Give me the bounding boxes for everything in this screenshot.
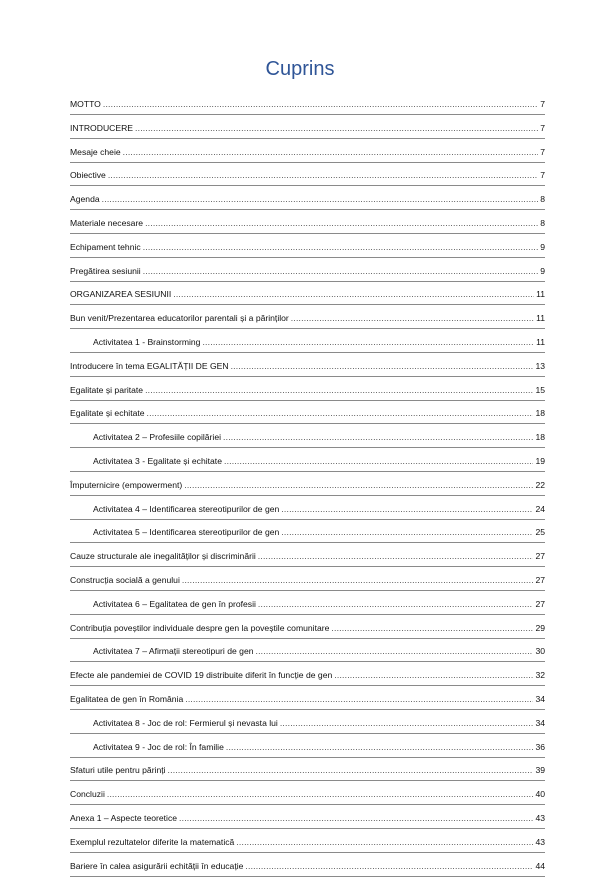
toc-entry[interactable] bbox=[70, 240, 545, 264]
toc-entry-page-number: 25 bbox=[535, 527, 545, 538]
toc-entry-underline bbox=[70, 304, 545, 305]
toc-entry-page-number: 18 bbox=[535, 408, 545, 419]
toc-entry-line bbox=[70, 551, 545, 562]
toc-entry[interactable] bbox=[70, 668, 545, 692]
table-of-contents bbox=[70, 97, 545, 882]
toc-entry-label: INTRODUCERE bbox=[70, 123, 133, 134]
toc-entry-page-number: 24 bbox=[535, 504, 545, 515]
toc-entry-label: Contribuția poveștilor individuale despre gen la poveștile comunitare bbox=[70, 623, 329, 634]
toc-entry[interactable] bbox=[70, 192, 545, 216]
toc-entry-underline bbox=[70, 376, 545, 377]
toc-entry-line bbox=[70, 694, 545, 705]
toc-leader-dots bbox=[108, 170, 538, 181]
toc-leader-dots bbox=[184, 480, 533, 491]
toc-entry-label: Efecte ale pandemiei de COVID 19 distribuite diferit în funcție de gen bbox=[70, 670, 332, 681]
toc-leader-dots bbox=[236, 837, 533, 848]
toc-leader-dots bbox=[280, 718, 534, 729]
toc-entry-line bbox=[70, 670, 545, 681]
toc-entry-line bbox=[70, 765, 545, 776]
toc-entry-label: Bariere în calea asigurării echității în educație bbox=[70, 861, 243, 872]
toc-entry-page-number: 40 bbox=[535, 789, 545, 800]
toc-entry[interactable] bbox=[70, 97, 545, 121]
toc-entry-line bbox=[70, 361, 545, 372]
toc-entry-line bbox=[93, 504, 545, 515]
toc-entry-page-number: 7 bbox=[540, 147, 545, 158]
toc-entry-label: Pregătirea sesiunii bbox=[70, 266, 141, 277]
toc-entry-label: Împuternicire (empowerment) bbox=[70, 480, 182, 491]
toc-leader-dots bbox=[102, 194, 539, 205]
toc-entry-page-number: 7 bbox=[540, 99, 545, 110]
toc-leader-dots bbox=[245, 861, 533, 872]
toc-entry-line bbox=[70, 385, 545, 396]
toc-leader-dots bbox=[334, 670, 533, 681]
toc-entry-line bbox=[70, 218, 545, 229]
toc-leader-dots bbox=[226, 742, 534, 753]
toc-leader-dots bbox=[135, 123, 538, 134]
toc-entry-underline bbox=[70, 709, 545, 710]
toc-entry-underline bbox=[70, 804, 545, 805]
toc-entry-page-number: 27 bbox=[535, 599, 545, 610]
toc-entry-page-number: 18 bbox=[535, 432, 545, 443]
toc-entry-line bbox=[93, 742, 545, 753]
toc-entry-page-number: 9 bbox=[540, 266, 545, 277]
toc-entry[interactable] bbox=[70, 502, 545, 526]
toc-entry[interactable] bbox=[70, 811, 545, 835]
toc-entry-line bbox=[70, 99, 545, 110]
toc-entry-page-number: 19 bbox=[535, 456, 545, 467]
toc-entry-underline bbox=[70, 828, 545, 829]
toc-entry-page-number: 11 bbox=[536, 289, 545, 300]
toc-entry-line bbox=[93, 646, 545, 657]
toc-leader-dots bbox=[143, 242, 539, 253]
toc-entry-line bbox=[93, 718, 545, 729]
toc-entry[interactable] bbox=[70, 145, 545, 169]
toc-leader-dots bbox=[258, 551, 534, 562]
toc-entry-line bbox=[70, 289, 545, 300]
toc-leader-dots bbox=[258, 599, 534, 610]
toc-entry-line bbox=[93, 337, 545, 348]
toc-entry-line bbox=[93, 456, 545, 467]
toc-entry-underline bbox=[70, 590, 545, 591]
toc-entry[interactable] bbox=[70, 835, 545, 859]
toc-entry-underline bbox=[70, 733, 545, 734]
toc-entry-label: Activitatea 4 – Identificarea stereotipurilor de gen bbox=[93, 504, 279, 515]
toc-entry[interactable] bbox=[70, 478, 545, 502]
toc-leader-dots bbox=[185, 694, 533, 705]
toc-leader-dots bbox=[168, 765, 534, 776]
toc-leader-dots bbox=[256, 646, 534, 657]
toc-entry-page-number: 8 bbox=[540, 194, 545, 205]
toc-leader-dots bbox=[147, 408, 534, 419]
toc-entry-underline bbox=[70, 757, 545, 758]
toc-entry-line bbox=[70, 575, 545, 586]
toc-entry-page-number: 7 bbox=[540, 123, 545, 134]
toc-entry-line bbox=[70, 837, 545, 848]
toc-leader-dots bbox=[291, 313, 534, 324]
toc-leader-dots bbox=[281, 527, 533, 538]
toc-entry-label: Bun venit/Prezentarea educatorilor parentali și a părinților bbox=[70, 313, 289, 324]
toc-entry[interactable] bbox=[70, 525, 545, 549]
toc-entry-underline bbox=[70, 162, 545, 163]
toc-leader-dots bbox=[179, 813, 533, 824]
toc-entry-page-number: 36 bbox=[535, 742, 545, 753]
toc-entry[interactable] bbox=[70, 740, 545, 764]
toc-entry-page-number: 43 bbox=[535, 813, 545, 824]
toc-entry-line bbox=[70, 194, 545, 205]
toc-leader-dots bbox=[123, 147, 539, 158]
toc-entry-line bbox=[70, 861, 545, 872]
toc-entry-page-number: 13 bbox=[535, 361, 545, 372]
toc-entry[interactable] bbox=[70, 549, 545, 573]
toc-entry[interactable] bbox=[70, 716, 545, 740]
toc-entry-page-number: 39 bbox=[535, 765, 545, 776]
toc-leader-dots bbox=[182, 575, 534, 586]
toc-entry[interactable] bbox=[70, 573, 545, 597]
toc-entry-underline bbox=[70, 400, 545, 401]
toc-entry-page-number: 11 bbox=[536, 337, 545, 348]
toc-entry-page-number: 30 bbox=[535, 646, 545, 657]
toc-entry-label: Concluzii bbox=[70, 789, 105, 800]
toc-entry-underline bbox=[70, 471, 545, 472]
toc-entry-underline bbox=[70, 661, 545, 662]
toc-entry-line bbox=[70, 623, 545, 634]
toc-entry-page-number: 27 bbox=[535, 551, 545, 562]
toc-entry[interactable] bbox=[70, 359, 545, 383]
toc-entry-line bbox=[70, 408, 545, 419]
toc-entry-label: Agenda bbox=[70, 194, 100, 205]
toc-entry-page-number: 7 bbox=[540, 170, 545, 181]
toc-entry-underline bbox=[70, 685, 545, 686]
toc-entry-line bbox=[70, 266, 545, 277]
toc-entry-underline bbox=[70, 352, 545, 353]
toc-entry[interactable] bbox=[70, 121, 545, 145]
toc-entry[interactable] bbox=[70, 859, 545, 882]
page-title: Cuprins bbox=[0, 58, 600, 81]
toc-entry-label: Obiective bbox=[70, 170, 106, 181]
toc-entry-label: Cauze structurale ale inegalităților și discriminării bbox=[70, 551, 256, 562]
toc-entry-line bbox=[70, 147, 545, 158]
toc-entry-label: Mesaje cheie bbox=[70, 147, 121, 158]
toc-leader-dots bbox=[145, 218, 538, 229]
toc-entry-label: Activitatea 8 - Joc de rol: Fermierul și nevasta lui bbox=[93, 718, 278, 729]
toc-entry-underline bbox=[70, 281, 545, 282]
toc-entry-page-number: 9 bbox=[540, 242, 545, 253]
toc-leader-dots bbox=[223, 432, 533, 443]
toc-entry[interactable] bbox=[70, 383, 545, 407]
toc-entry-page-number: 8 bbox=[540, 218, 545, 229]
toc-entry[interactable] bbox=[70, 597, 545, 621]
toc-entry-underline bbox=[70, 780, 545, 781]
toc-entry-label: Exemplul rezultatelor diferite la matematică bbox=[70, 837, 234, 848]
toc-entry-page-number: 29 bbox=[535, 623, 545, 634]
toc-leader-dots bbox=[331, 623, 533, 634]
toc-entry[interactable] bbox=[70, 692, 545, 716]
toc-entry[interactable] bbox=[70, 763, 545, 787]
toc-leader-dots bbox=[224, 456, 533, 467]
toc-entry-label: MOTTO bbox=[70, 99, 101, 110]
toc-entry-label: Activitatea 2 – Profesiile copilăriei bbox=[93, 432, 221, 443]
toc-entry-line bbox=[93, 599, 545, 610]
toc-entry-line bbox=[70, 813, 545, 824]
toc-entry-line bbox=[93, 432, 545, 443]
toc-entry-label: Materiale necesare bbox=[70, 218, 143, 229]
toc-leader-dots bbox=[231, 361, 534, 372]
toc-entry-page-number: 32 bbox=[535, 670, 545, 681]
toc-entry-label: Introducere în tema EGALITĂȚII DE GEN bbox=[70, 361, 229, 372]
toc-entry-line bbox=[70, 313, 545, 324]
toc-entry-label: Egalitate și echitate bbox=[70, 408, 145, 419]
toc-entry-underline bbox=[70, 185, 545, 186]
toc-entry-label: Activitatea 1 - Brainstorming bbox=[93, 337, 200, 348]
toc-entry-underline bbox=[70, 209, 545, 210]
toc-entry-underline bbox=[70, 638, 545, 639]
toc-leader-dots bbox=[107, 789, 534, 800]
toc-entry-line bbox=[70, 480, 545, 491]
toc-entry[interactable] bbox=[70, 454, 545, 478]
toc-entry-underline bbox=[70, 233, 545, 234]
toc-entry[interactable] bbox=[70, 216, 545, 240]
toc-entry-underline bbox=[70, 257, 545, 258]
toc-entry-label: Construcția socială a genului bbox=[70, 575, 180, 586]
toc-entry-underline bbox=[70, 519, 545, 520]
toc-entry-label: Activitatea 5 – Identificarea stereotipurilor de gen bbox=[93, 527, 279, 538]
toc-entry-underline bbox=[70, 138, 545, 139]
toc-entry-label: Activitatea 3 - Egalitate și echitate bbox=[93, 456, 222, 467]
toc-entry[interactable] bbox=[70, 406, 545, 430]
toc-entry-page-number: 44 bbox=[535, 861, 545, 872]
toc-entry-label: Activitatea 9 - Joc de rol: În familie bbox=[93, 742, 224, 753]
toc-entry[interactable] bbox=[70, 311, 545, 335]
toc-leader-dots bbox=[202, 337, 534, 348]
toc-entry-page-number: 34 bbox=[535, 718, 545, 729]
toc-entry-underline bbox=[70, 495, 545, 496]
toc-entry[interactable] bbox=[70, 168, 545, 192]
toc-entry-underline bbox=[70, 328, 545, 329]
toc-entry-page-number: 15 bbox=[535, 385, 545, 396]
toc-leader-dots bbox=[103, 99, 538, 110]
toc-entry-label: Egalitate și paritate bbox=[70, 385, 143, 396]
toc-entry-label: ORGANIZAREA SESIUNII bbox=[70, 289, 171, 300]
toc-entry-underline bbox=[70, 566, 545, 567]
toc-entry-label: Echipament tehnic bbox=[70, 242, 141, 253]
toc-entry[interactable] bbox=[70, 430, 545, 454]
toc-entry[interactable] bbox=[70, 787, 545, 811]
toc-entry-page-number: 34 bbox=[535, 694, 545, 705]
toc-entry[interactable] bbox=[70, 287, 545, 311]
toc-entry[interactable] bbox=[70, 644, 545, 668]
toc-entry-page-number: 43 bbox=[535, 837, 545, 848]
toc-entry-underline bbox=[70, 614, 545, 615]
toc-entry-underline bbox=[70, 447, 545, 448]
toc-entry[interactable] bbox=[70, 335, 545, 359]
toc-leader-dots bbox=[143, 266, 539, 277]
toc-entry-label: Anexa 1 – Aspecte teoretice bbox=[70, 813, 177, 824]
toc-entry-underline bbox=[70, 114, 545, 115]
toc-entry-line bbox=[70, 123, 545, 134]
toc-entry-underline bbox=[70, 423, 545, 424]
toc-entry-underline bbox=[70, 852, 545, 853]
toc-entry-label: Egalitatea de gen în România bbox=[70, 694, 183, 705]
toc-leader-dots bbox=[145, 385, 533, 396]
toc-entry-line bbox=[93, 527, 545, 538]
toc-entry-line bbox=[70, 170, 545, 181]
toc-entry[interactable] bbox=[70, 621, 545, 645]
toc-entry-page-number: 22 bbox=[535, 480, 545, 491]
toc-entry-label: Activitatea 6 – Egalitatea de gen în profesii bbox=[93, 599, 256, 610]
toc-entry-label: Sfaturi utile pentru părinți bbox=[70, 765, 166, 776]
toc-entry[interactable] bbox=[70, 264, 545, 288]
toc-entry-underline bbox=[70, 542, 545, 543]
toc-leader-dots bbox=[281, 504, 533, 515]
toc-entry-underline bbox=[70, 876, 545, 877]
toc-entry-line bbox=[70, 789, 545, 800]
toc-leader-dots bbox=[173, 289, 534, 300]
toc-entry-page-number: 11 bbox=[536, 313, 545, 324]
toc-entry-page-number: 27 bbox=[535, 575, 545, 586]
toc-entry-label: Activitatea 7 – Afirmații stereotipuri de gen bbox=[93, 646, 254, 657]
toc-entry-line bbox=[70, 242, 545, 253]
